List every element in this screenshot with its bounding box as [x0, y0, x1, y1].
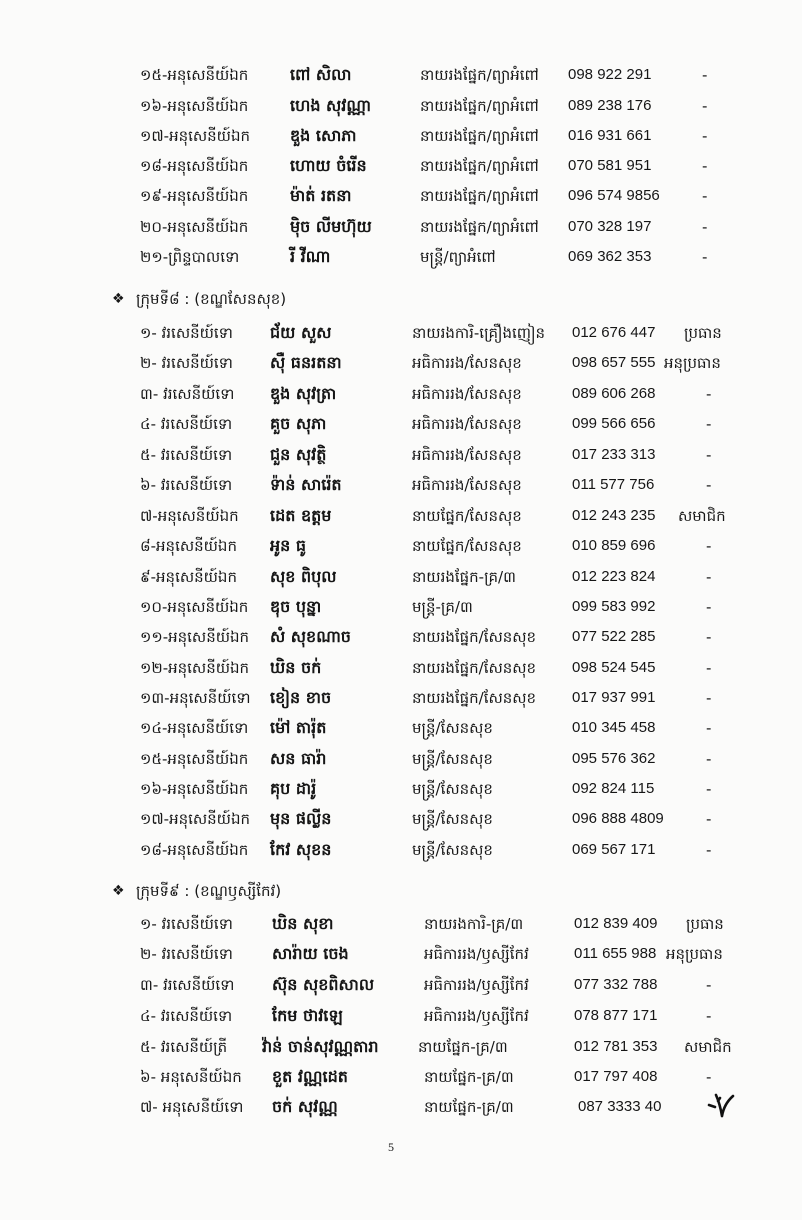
phone: 096 574 9856 [568, 187, 660, 204]
table-row [0, 774, 802, 804]
table-row [0, 440, 802, 470]
role: - [706, 1007, 712, 1025]
table-row [0, 1062, 802, 1092]
role: - [706, 537, 712, 555]
name: ឃិន ចក់ [270, 658, 322, 677]
position: នាយរងផ្នែក/សែនសុខ [412, 689, 537, 707]
rank: ១៨-អនុសេនីយ៍ឯក [140, 157, 249, 175]
position: នាយរងផ្នែក/ព្យាអំពៅ [420, 127, 539, 145]
rank: ១៦-អនុសេនីយ៍ឯក [140, 97, 249, 115]
role: ប្រធាន [684, 324, 722, 342]
role: សមាជិក [684, 1038, 732, 1056]
rank: ៣- វរសេនីយ៍ទោ [140, 976, 235, 994]
name: សន ធារ៉ា [270, 749, 327, 768]
phone: 070 328 197 [568, 218, 652, 235]
phone: 098 922 291 [568, 66, 652, 83]
role: អនុប្រធាន [666, 945, 723, 963]
position: អធិការរង/សែនសុខ [412, 354, 522, 372]
phone: 095 576 362 [572, 750, 656, 767]
table-row [0, 804, 802, 834]
phone: 096 888 4809 [572, 810, 664, 827]
name: ឌួង សោភា [290, 126, 357, 145]
name: ពៅ សិលា [290, 65, 352, 84]
table-row [0, 909, 802, 939]
phone: 016 931 661 [568, 127, 652, 144]
position: នាយផ្នែក/សែនសុខ [412, 537, 522, 555]
name: ជ័យ សួស [270, 323, 332, 342]
phone: 012 839 409 [574, 915, 658, 932]
diamond-bullet-icon: ❖ [112, 291, 125, 307]
position: មន្ត្រី/សែនសុខ [412, 719, 493, 737]
position: អធិការរង/ឫស្សីកែវ [424, 1007, 529, 1025]
rank: ៥- វរសេនីយ៍ត្រី [140, 1038, 228, 1056]
rank: ១៨-អនុសេនីយ៍ឯក [140, 841, 249, 859]
position: នាយរងផ្នែក/ព្យាអំពៅ [420, 157, 539, 175]
table-row [0, 713, 802, 743]
phone: 092 824 115 [572, 780, 655, 797]
name: ចក់ សុវណ្ណ [272, 1097, 338, 1116]
rank: ១១-អនុសេនីយ៍ឯក [140, 628, 250, 646]
role: - [702, 127, 708, 145]
role: - [706, 446, 712, 464]
rank: ២១-ព្រិន្ទបាលទោ [140, 248, 240, 266]
role: - [706, 780, 712, 798]
table-row [0, 970, 802, 1000]
name: សុខ ពិបុល [270, 567, 337, 586]
name: ម៉ិច លីមហ៊ុយ [290, 217, 372, 236]
rank: ៧- អនុសេនីយ៍ទោ [140, 1098, 244, 1116]
phone: 089 238 176 [568, 97, 652, 114]
position: មន្ត្រី/សែនសុខ [412, 810, 493, 828]
rank: ១៥-អនុសេនីយ៍ឯក [140, 66, 249, 84]
role: - [702, 187, 708, 205]
position: អធិការរង/ឫស្សីកែវ [424, 976, 529, 994]
role: - [702, 218, 708, 236]
name: ទ៉ាន់ សារ៉េត [270, 475, 342, 494]
position: មន្ត្រី/សែនសុខ [412, 750, 493, 768]
role: - [706, 598, 712, 616]
position: អធិការរង/ឫស្សីកែវ [424, 945, 529, 963]
role: - [702, 97, 708, 115]
phone: 077 332 788 [574, 976, 658, 993]
position: នាយផ្នែក-គ្រ/៣ [424, 1098, 514, 1116]
position: មន្ត្រី/សែនសុខ [412, 780, 493, 798]
rank: ២- វរសេនីយ៍ទោ [140, 354, 233, 372]
name: ខួត វណ្ណដេត [272, 1067, 348, 1086]
phone: 012 243 235 [572, 507, 656, 524]
phone: 077 522 285 [572, 628, 656, 645]
table-row [0, 592, 802, 622]
role: - [706, 750, 712, 768]
name: ម៉ាត់ រតនា [290, 186, 352, 205]
phone: 012 676 447 [572, 324, 656, 341]
role: អនុប្រធាន [664, 354, 721, 372]
rank: ១៧-អនុសេនីយ៍ឯក [140, 810, 251, 828]
name: ហេង សុវណ្ណា [290, 96, 371, 115]
role: - [702, 248, 708, 266]
name: ហោយ ចំរើន [290, 156, 367, 175]
name: អូន ធូ [270, 536, 307, 555]
phone: 069 362 353 [568, 248, 652, 265]
phone: 017 937 991 [572, 689, 656, 706]
role: - [706, 659, 712, 677]
rank: ១៩-អនុសេនីយ៍ឯក [140, 187, 249, 205]
position: នាយរងផ្នែក-គ្រ/៣ [412, 568, 516, 586]
name: ដេត ឧត្ដម [270, 506, 332, 525]
role: - [706, 476, 712, 494]
rank: ១៥-អនុសេនីយ៍ឯក [140, 750, 249, 768]
name: កែវ សុខន [270, 840, 332, 859]
role: - [706, 976, 712, 994]
phone: 012 223 824 [572, 568, 656, 585]
table-row [0, 1092, 802, 1122]
table-row [0, 318, 802, 348]
rank: ១៧-អនុសេនីយ៍ឯក [140, 127, 251, 145]
table-row [0, 744, 802, 774]
position: នាយរងផ្នែក/ព្យាអំពៅ [420, 66, 539, 84]
table-row [0, 212, 802, 242]
table-row [0, 181, 802, 211]
handwritten-initial-icon [706, 1092, 740, 1120]
rank: ៥- វរសេនីយ៍ទោ [140, 446, 233, 464]
name: វ៉ាន់ ចាន់សុវណ្ណតារា [262, 1037, 379, 1056]
rank: ៨-អនុសេនីយ៍ឯក [140, 537, 237, 555]
role: - [706, 1068, 712, 1086]
position: នាយរងផ្នែក/សែនសុខ [412, 659, 537, 677]
name: ឌួង សុវត្រា [270, 384, 337, 403]
position: អធិការរង/សែនសុខ [412, 385, 522, 403]
table-row [0, 835, 802, 865]
phone: 017 233 313 [572, 446, 656, 463]
name: ឌុច បុន្នា [270, 597, 322, 616]
role: ប្រធាន [686, 915, 724, 933]
name: កែម ថាវឡេ [272, 1006, 343, 1025]
rank: ១៣-អនុសេនីយ៍ទោ [140, 689, 251, 707]
rank: ៤- វរសេនីយ៍ទោ [140, 415, 233, 433]
phone: 012 781 353 [574, 1038, 658, 1055]
phone: 017 797 408 [574, 1068, 658, 1085]
rank: ៦- អនុសេនីយ៍ឯក [140, 1068, 242, 1086]
table-row [0, 121, 802, 151]
table-row [0, 60, 802, 90]
rank: ៦- វរសេនីយ៍ទោ [140, 476, 233, 494]
role: សមាជិក [678, 507, 726, 525]
role: - [706, 568, 712, 586]
position: នាយផ្នែក/សែនសុខ [412, 507, 522, 525]
name: គុប ដារ៉ូ [270, 779, 317, 798]
position: អធិការរង/សែនសុខ [412, 476, 522, 494]
rank: ១៤-អនុសេនីយ៍ទោ [140, 719, 249, 737]
table-row [0, 531, 802, 561]
rank: ៤- វរសេនីយ៍ទោ [140, 1007, 233, 1025]
table-row [0, 1032, 802, 1062]
position: នាយរងការិ-គ្រ/៣ [424, 915, 524, 933]
name: សារ៉ាយ ចេង [272, 944, 349, 963]
position: នាយរងផ្នែក/ព្យាអំពៅ [420, 97, 539, 115]
role: - [702, 157, 708, 175]
phone: 078 877 171 [574, 1007, 658, 1024]
table-row [0, 683, 802, 713]
phone: 011 655 988 [574, 945, 657, 962]
role: - [706, 841, 712, 859]
phone: 098 524 545 [572, 659, 656, 676]
table-row [0, 622, 802, 652]
table-row [0, 501, 802, 531]
position: មន្ត្រី/សែនសុខ [412, 841, 493, 859]
phone: 010 345 458 [572, 719, 656, 736]
diamond-bullet-icon: ❖ [112, 883, 125, 899]
table-row [0, 242, 802, 272]
name: ឃិន សុខា [272, 914, 334, 933]
rank: ១- វរសេនីយ៍ទោ [140, 915, 233, 933]
position: នាយរងផ្នែក/ព្យាអំពៅ [420, 187, 539, 205]
role: - [706, 628, 712, 646]
table-row [0, 653, 802, 683]
position: នាយរងផ្នែក/ព្យាអំពៅ [420, 218, 539, 236]
name: សំ សុខណាច [270, 627, 351, 646]
rank: ១២-អនុសេនីយ៍ឯក [140, 659, 250, 677]
phone: 098 657 555 [572, 354, 656, 371]
name: គួច សុភា [270, 414, 327, 433]
page-number: 5 [388, 1140, 394, 1154]
phone: 011 577 756 [572, 476, 655, 493]
section-title: ក្រុមទី៩ : (ខណ្ឌឫស្សីកែវ) [136, 882, 282, 900]
name: ស៊ឺ ធនរតនា [270, 353, 342, 372]
table-row [0, 151, 802, 181]
phone: 069 567 171 [572, 841, 656, 858]
name: ជួន សុវត្ថិ [270, 445, 327, 464]
rank: ៣- វរសេនីយ៍ទោ [140, 385, 235, 403]
position: នាយរងការិ-គ្រឿងញៀន [412, 324, 546, 342]
rank: ៩-អនុសេនីយ៍ឯក [140, 568, 237, 586]
table-row [0, 91, 802, 121]
name: រី វីណា [290, 247, 331, 266]
rank: ២០-អនុសេនីយ៍ឯក [140, 218, 249, 236]
rank: ៧-អនុសេនីយ៍ឯក [140, 507, 239, 525]
phone: 089 606 268 [572, 385, 656, 402]
phone: 010 859 696 [572, 537, 656, 554]
table-row [0, 470, 802, 500]
table-row [0, 348, 802, 378]
name: ម៉ៅ តារ៉ុត [270, 718, 327, 737]
position: នាយផ្នែក-គ្រ/៣ [418, 1038, 508, 1056]
name: មុន ផល្លីន [270, 809, 332, 828]
table-row [0, 409, 802, 439]
name: ខៀន ខាច [270, 688, 332, 707]
role: - [706, 385, 712, 403]
table-row [0, 562, 802, 592]
position: នាយផ្នែក-គ្រ/៣ [424, 1068, 514, 1086]
table-row [0, 939, 802, 969]
role: - [706, 719, 712, 737]
rank: ២- វរសេនីយ៍ទោ [140, 945, 233, 963]
table-row [0, 1001, 802, 1031]
position: អធិការរង/សែនសុខ [412, 446, 522, 464]
table-row [0, 379, 802, 409]
section-title: ក្រុមទី៨ : (ខណ្ឌសែនសុខ) [136, 290, 287, 308]
role: - [706, 689, 712, 707]
position: អធិការរង/សែនសុខ [412, 415, 522, 433]
role: - [702, 66, 708, 84]
role: - [706, 415, 712, 433]
rank: ១០-អនុសេនីយ៍ឯក [140, 598, 249, 616]
rank: ១៦-អនុសេនីយ៍ឯក [140, 780, 249, 798]
position: នាយរងផ្នែក/សែនសុខ [412, 628, 537, 646]
phone: 099 566 656 [572, 415, 656, 432]
phone: 099 583 992 [572, 598, 656, 615]
role: - [706, 810, 712, 828]
position: មន្ត្រី-គ្រ/៣ [412, 598, 473, 616]
phone: 070 581 951 [568, 157, 652, 174]
rank: ១- វរសេនីយ៍ទោ [140, 324, 233, 342]
name: ស៊ុន សុខពិសាល [272, 975, 375, 994]
position: មន្ត្រី/ព្យាអំពៅ [420, 248, 496, 266]
phone: 087 3333 40 [578, 1098, 662, 1115]
